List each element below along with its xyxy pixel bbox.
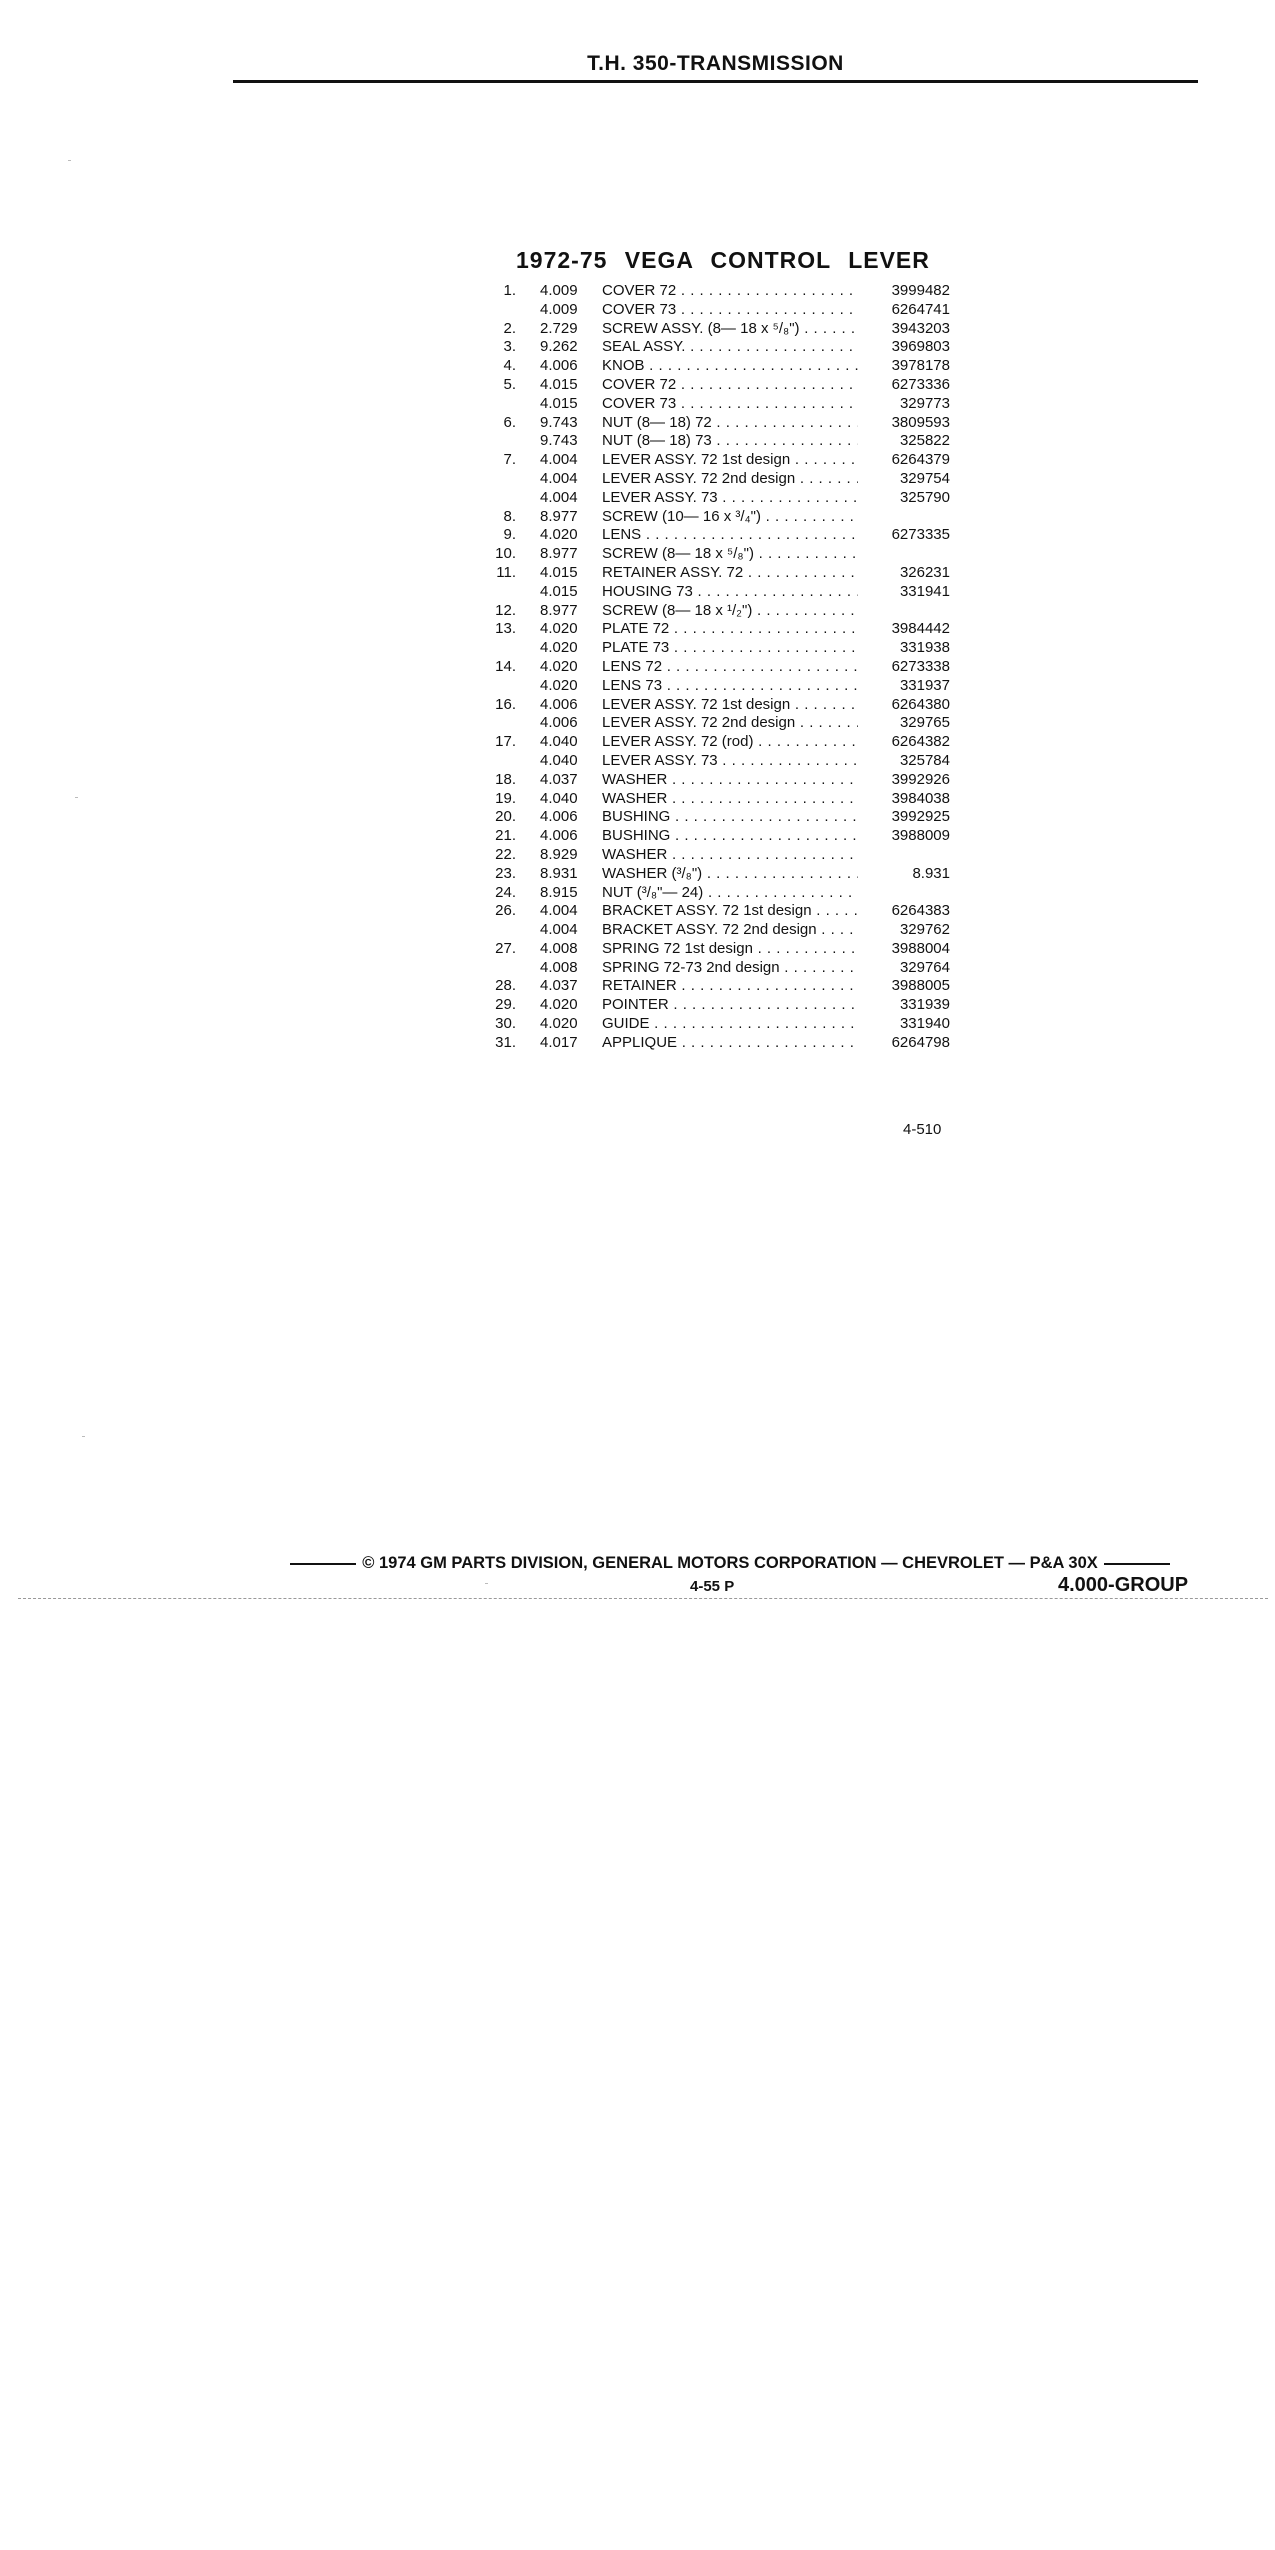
part-description: NUT (8— 18) 73 . . . [602,432,858,451]
part-number: 331938 [858,639,950,658]
table-row [480,338,950,357]
group-number: 4.020 [540,620,578,638]
group-number: 8.977 [540,601,578,619]
group-number: 4.004 [540,921,578,939]
part-description: RETAINER . . . [602,977,858,996]
part-description: NUT (³/₈"— 24) . . . [602,884,858,903]
part-number: 325784 [858,752,950,771]
group-number: 4.006 [540,714,578,732]
table-row [480,508,950,527]
part-description: GUIDE . . . [602,1015,858,1034]
table-row [480,921,950,940]
part-description: LEVER ASSY. 72 (rod) . . . [602,733,858,752]
part-number: 331937 [858,677,950,696]
part-description: HOUSING 73 . . . [602,583,858,602]
part-number: 331941 [858,583,950,602]
table-row [480,771,950,790]
table-row [480,639,950,658]
part-number: 331940 [858,1015,950,1034]
scan-speck [82,1436,85,1437]
part-number: 3969803 [858,338,950,357]
table-row [480,489,950,508]
part-description: SEAL ASSY. . . . [602,338,858,357]
item-number: 29. [495,996,516,1014]
item-number: 27. [495,939,516,957]
group-number: 9.743 [540,413,578,431]
item-number: 12. [495,601,516,619]
item-number: 7. [503,451,516,469]
part-description: BUSHING . . . [602,808,858,827]
part-number: 6273338 [858,658,950,677]
group-number: 4.020 [540,639,578,657]
table-row [480,620,950,639]
table-row [480,827,950,846]
item-number: 22. [495,845,516,863]
table-row [480,902,950,921]
table-row [480,977,950,996]
group-number: 4.006 [540,357,578,375]
part-description: WASHER . . . [602,790,858,809]
table-row [480,526,950,545]
part-number: 329754 [858,470,950,489]
part-description: BUSHING . . . [602,827,858,846]
part-number: 3988009 [858,827,950,846]
group-number: 4.040 [540,733,578,751]
part-number: 6264382 [858,733,950,752]
table-row [480,451,950,470]
group-number: 4.004 [540,451,578,469]
table-row [480,432,950,451]
item-number: 5. [503,375,516,393]
group-number: 4.017 [540,1033,578,1051]
item-number: 31. [495,1033,516,1051]
table-row [480,545,950,564]
group-number: 4.020 [540,526,578,544]
part-description: SCREW ASSY. (8— 18 x ⁵/₈") . . . [602,320,858,339]
part-description: LEVER ASSY. 72 1st design . . . [602,696,858,715]
footer-page-number: 4-55 P [690,1578,735,1595]
group-number: 4.004 [540,902,578,920]
part-number: 6264798 [858,1034,950,1053]
table-row [480,733,950,752]
part-number: 326231 [858,564,950,583]
table-row [480,696,950,715]
part-number: 329765 [858,714,950,733]
item-number: 2. [503,319,516,337]
table-row [480,376,950,395]
group-number: 4.008 [540,939,578,957]
item-number: 28. [495,977,516,995]
table-row [480,470,950,489]
item-number: 4. [503,357,516,375]
table-row [480,414,950,433]
item-number: 11. [496,563,516,581]
table-row [480,884,950,903]
part-description: LEVER ASSY. 73 . . . [602,752,858,771]
group-number: 4.015 [540,394,578,412]
group-number: 4.015 [540,582,578,600]
part-description: SPRING 72 1st design . . . [602,940,858,959]
table-row [480,865,950,884]
table-row [480,846,950,865]
table-row [480,1015,950,1034]
table-row [480,790,950,809]
group-number: 4.009 [540,300,578,318]
group-number: 4.004 [540,488,578,506]
parts-list [480,282,950,1053]
part-description: KNOB . . . [602,357,858,376]
part-number: 329773 [858,395,950,414]
footer-copyright-line [262,1554,1198,1573]
part-number: 6273336 [858,376,950,395]
footer-rule-left [290,1563,356,1565]
part-number: 6264380 [858,696,950,715]
part-number: 3992926 [858,771,950,790]
footer-group-label: 4.000-GROUP [1058,1574,1189,1596]
part-number: 8.931 [858,865,950,884]
part-description: COVER 73 . . . [602,301,858,320]
group-number: 4.004 [540,469,578,487]
part-number: 3984442 [858,620,950,639]
group-number: 4.006 [540,827,578,845]
group-number: 9.262 [540,338,578,356]
item-number: 16. [495,695,516,713]
table-row [480,357,950,376]
part-number: 6264383 [858,902,950,921]
page-header [233,52,1198,83]
group-number: 4.015 [540,375,578,393]
part-description: POINTER . . . [602,996,858,1015]
page-reference: 4-510 [903,1121,942,1138]
table-row [480,658,950,677]
group-number: 4.008 [540,958,578,976]
part-description: PLATE 72 . . . [602,620,858,639]
group-number: 8.977 [540,507,578,525]
part-description: SPRING 72-73 2nd design . . . [602,959,858,978]
part-description: COVER 73 . . . [602,395,858,414]
part-number: 6264741 [858,301,950,320]
scan-speck [68,160,71,161]
part-description: LEVER ASSY. 72 2nd design . . . [602,714,858,733]
table-row [480,752,950,771]
scan-speck [75,797,78,798]
group-number: 4.040 [540,789,578,807]
part-number: 331939 [858,996,950,1015]
group-number: 4.006 [540,808,578,826]
table-row [480,320,950,339]
part-description: RETAINER ASSY. 72 . . . [602,564,858,583]
part-description: LEVER ASSY. 73 . . . [602,489,858,508]
part-description: LEVER ASSY. 72 2nd design . . . [602,470,858,489]
table-row [480,714,950,733]
item-number: 24. [495,883,516,901]
table-row [480,583,950,602]
group-number: 8.915 [540,883,578,901]
item-number: 26. [495,902,516,920]
part-number: 3992925 [858,808,950,827]
part-number: 3978178 [858,357,950,376]
part-description: LENS 72 . . . [602,658,858,677]
group-number: 4.020 [540,657,578,675]
item-number: 8. [503,507,516,525]
group-number: 9.743 [540,432,578,450]
footer-rule-right [1104,1563,1170,1565]
table-row [480,564,950,583]
part-number: 3999482 [858,282,950,301]
item-number: 19. [495,789,516,807]
table-row [480,1034,950,1053]
part-description: WASHER . . . [602,846,858,865]
part-description: WASHER . . . [602,771,858,790]
part-number: 325822 [858,432,950,451]
item-number: 21. [495,827,516,845]
group-number: 4.037 [540,977,578,995]
part-description: PLATE 73 . . . [602,639,858,658]
part-number: 329764 [858,959,950,978]
group-number: 4.020 [540,676,578,694]
table-row [480,301,950,320]
part-description: SCREW (10— 16 x ³/₄") . . . [602,508,858,527]
item-number: 3. [503,338,516,356]
item-number: 10. [495,545,516,563]
part-description: WASHER (³/₈") . . . [602,865,858,884]
item-number: 6. [503,413,516,431]
part-number: 3984038 [858,790,950,809]
group-number: 8.931 [540,864,578,882]
table-row [480,602,950,621]
group-number: 4.037 [540,770,578,788]
group-number: 4.006 [540,695,578,713]
part-description: APPLIQUE . . . [602,1034,858,1053]
part-description: LEVER ASSY. 72 1st design . . . [602,451,858,470]
group-number: 2.729 [540,319,578,337]
item-number: 18. [495,770,516,788]
item-number: 9. [503,526,516,544]
part-description: NUT (8— 18) 72 . . . [602,414,858,433]
group-number: 4.015 [540,563,578,581]
item-number: 23. [495,864,516,882]
item-number: 13. [495,620,516,638]
group-number: 8.929 [540,845,578,863]
scan-speck [485,1583,488,1584]
part-number: 3988005 [858,977,950,996]
part-description: LENS . . . [602,526,858,545]
part-number: 6264379 [858,451,950,470]
part-number: 325790 [858,489,950,508]
group-number: 4.020 [540,996,578,1014]
group-number: 4.020 [540,1015,578,1033]
group-number: 8.977 [540,545,578,563]
scan-edge-line [18,1598,1268,1599]
part-number: 3809593 [858,414,950,433]
table-row [480,940,950,959]
part-description: LENS 73 . . . [602,677,858,696]
table-row [480,996,950,1015]
group-number: 4.009 [540,282,578,299]
part-description: BRACKET ASSY. 72 1st design . . . [602,902,858,921]
item-number: 20. [495,808,516,826]
footer-copyright: © 1974 GM PARTS DIVISION, GENERAL MOTORS CORPORATION — CHEVROLET — P&A 30X [362,1554,1098,1572]
part-number: 329762 [858,921,950,940]
part-number: 3943203 [858,320,950,339]
part-number: 3988004 [858,940,950,959]
table-row [480,677,950,696]
part-description: SCREW (8— 18 x ⁵/₈") . . . [602,545,858,564]
item-number: 30. [495,1015,516,1033]
part-description: SCREW (8— 18 x ¹/₂") . . . [602,602,858,621]
section-title: 1972-75 VEGA CONTROL LEVER [516,247,930,273]
table-row [480,808,950,827]
table-row [480,959,950,978]
part-description: BRACKET ASSY. 72 2nd design . . . [602,921,858,940]
table-row [480,282,950,301]
page-title: T.H. 350-TRANSMISSION [587,52,844,75]
part-number: 6273335 [858,526,950,545]
item-number: 14. [495,657,516,675]
part-description: COVER 72 . . . [602,376,858,395]
item-number: 17. [495,733,516,751]
table-row [480,395,950,414]
group-number: 4.040 [540,751,578,769]
part-description: COVER 72 . . . [602,282,858,301]
item-number: 1. [503,282,516,299]
